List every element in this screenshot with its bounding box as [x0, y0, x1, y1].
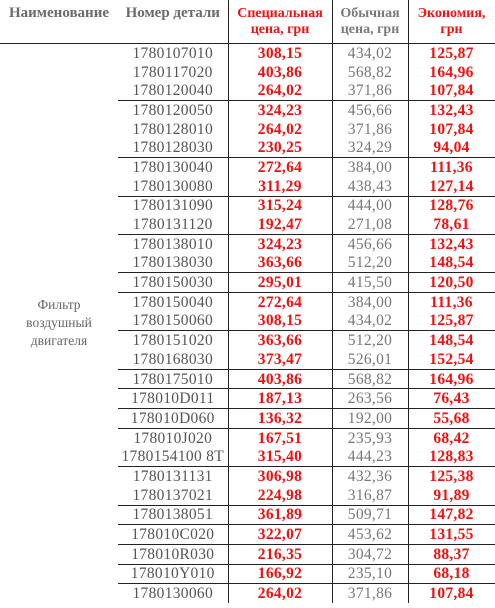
economy-value: 131,55 — [408, 525, 495, 545]
special-price: 192,47 — [228, 215, 332, 234]
special-price: 166,92 — [228, 564, 332, 584]
economy-value: 147,82 — [408, 505, 495, 525]
special-price: 324,23 — [228, 101, 332, 120]
part-number: 1780130080 — [132, 177, 213, 195]
header-row — [0, 0, 495, 44]
part-number: 1780151020 — [118, 331, 228, 350]
economy-value: 68,42 — [408, 428, 495, 447]
economy-value: 107,84 — [408, 81, 495, 100]
special-price: 311,29 — [228, 177, 332, 196]
special-price: 136,32 — [228, 409, 332, 429]
header-name: Наименование — [0, 0, 118, 44]
normal-price: 235,10 — [332, 564, 408, 584]
part-number: 1780131090 — [118, 196, 228, 215]
special-price: 272,64 — [228, 158, 332, 177]
normal-price: 324,29 — [332, 138, 408, 157]
special-price: 264,02 — [228, 120, 332, 139]
part-number: 1780131120 — [132, 216, 213, 234]
normal-price: 304,72 — [332, 544, 408, 564]
normal-price: 509,71 — [332, 505, 408, 525]
part-number: 178010D060 — [118, 409, 228, 429]
normal-price: 235,93 — [332, 428, 408, 447]
part-number: 178010J020 — [118, 428, 228, 447]
special-price: 403,86 — [228, 63, 332, 82]
normal-price: 438,43 — [332, 177, 408, 196]
part-number: 1780107010 — [118, 44, 228, 63]
special-price: 315,40 — [228, 447, 332, 466]
part-number: 1780168030 — [132, 350, 213, 368]
special-price: 324,23 — [228, 234, 332, 253]
economy-value: 132,43 — [408, 234, 495, 253]
economy-value: 125,38 — [408, 467, 495, 486]
product-name-cell — [0, 44, 118, 603]
product-name-line: Фильтр — [37, 297, 81, 313]
header-special-price: Специальная цена, грн — [228, 0, 332, 44]
normal-price: 415,50 — [332, 273, 408, 293]
part-number: 1780138051 — [118, 505, 228, 525]
economy-value: 125,87 — [408, 44, 495, 63]
economy-value: 107,84 — [408, 120, 495, 139]
product-name-line: двигателя — [30, 333, 88, 349]
economy-value: 125,87 — [408, 312, 495, 331]
normal-price: 568,82 — [332, 63, 408, 82]
part-number: 1780130040 — [118, 158, 228, 177]
special-price: 315,24 — [228, 196, 332, 215]
special-price: 363,66 — [228, 331, 332, 350]
economy-value: 76,43 — [408, 389, 495, 409]
part-number: 1780150040 — [118, 292, 228, 311]
normal-price: 271,08 — [332, 215, 408, 234]
economy-value: 111,36 — [408, 292, 495, 311]
part-number: 1780138010 — [118, 234, 228, 253]
normal-price: 512,20 — [332, 254, 408, 273]
special-price: 322,07 — [228, 525, 332, 545]
part-number: 1780131131 — [118, 467, 228, 486]
normal-price: 526,01 — [332, 350, 408, 369]
economy-value: 148,54 — [408, 254, 495, 273]
special-price: 403,86 — [228, 369, 332, 389]
economy-value: 88,37 — [408, 544, 495, 564]
normal-price: 371,86 — [332, 81, 408, 100]
part-number: 1780128010 — [132, 120, 213, 138]
economy-value: 127,14 — [408, 177, 495, 196]
special-price: 373,47 — [228, 350, 332, 369]
part-number: 1780120040 — [132, 82, 213, 100]
header-part-number: Номер детали — [118, 0, 228, 44]
economy-value: 164,96 — [408, 369, 495, 389]
part-number: 1780150030 — [118, 273, 228, 293]
special-price: 264,02 — [228, 584, 332, 603]
normal-price: 444,00 — [332, 196, 408, 215]
normal-price: 384,00 — [332, 292, 408, 311]
header-economy: Экономия, грн — [408, 0, 495, 44]
part-number: 1780138030 — [132, 254, 213, 272]
header-normal-price: Обычная цена, грн — [332, 0, 408, 44]
part-number: 1780130060 — [118, 584, 228, 603]
economy-value: 120,50 — [408, 273, 495, 293]
normal-price: 192,00 — [332, 409, 408, 429]
part-number: 1780128030 — [132, 139, 213, 157]
normal-price: 456,66 — [332, 101, 408, 120]
special-price: 187,13 — [228, 389, 332, 409]
product-name-line: воздушный — [26, 315, 92, 331]
special-price: 230,25 — [228, 138, 332, 157]
part-number: 178010Y010 — [118, 564, 228, 584]
part-number: 178010D011 — [118, 389, 228, 409]
normal-price: 263,56 — [332, 389, 408, 409]
special-price: 308,15 — [228, 312, 332, 331]
economy-value: 68,18 — [408, 564, 495, 584]
normal-price: 384,00 — [332, 158, 408, 177]
special-price: 295,01 — [228, 273, 332, 293]
special-price: 361,89 — [228, 505, 332, 525]
table-row — [0, 44, 495, 63]
economy-value: 94,04 — [408, 138, 495, 157]
normal-price: 512,20 — [332, 331, 408, 350]
economy-value: 128,83 — [408, 447, 495, 466]
part-number: 1780175010 — [118, 369, 228, 389]
normal-price: 316,87 — [332, 486, 408, 505]
normal-price: 434,02 — [332, 44, 408, 63]
economy-value: 78,61 — [408, 215, 495, 234]
part-number: 178010R030 — [118, 544, 228, 564]
normal-price: 434,02 — [332, 312, 408, 331]
economy-value: 107,84 — [408, 584, 495, 603]
special-price: 264,02 — [228, 81, 332, 100]
economy-value: 152,54 — [408, 350, 495, 369]
economy-value: 148,54 — [408, 331, 495, 350]
special-price: 363,66 — [228, 254, 332, 273]
economy-value: 128,76 — [408, 196, 495, 215]
part-number: 178010C020 — [118, 525, 228, 545]
special-price: 308,15 — [228, 44, 332, 63]
special-price: 306,98 — [228, 467, 332, 486]
economy-value: 55,68 — [408, 409, 495, 429]
part-number: 1780150060 — [132, 312, 213, 330]
normal-price: 432,36 — [332, 467, 408, 486]
normal-price: 456,66 — [332, 234, 408, 253]
special-price: 272,64 — [228, 292, 332, 311]
normal-price: 371,86 — [332, 584, 408, 603]
normal-price: 371,86 — [332, 120, 408, 139]
normal-price: 453,62 — [332, 525, 408, 545]
special-price: 167,51 — [228, 428, 332, 447]
special-price: 224,98 — [228, 486, 332, 505]
part-number: 1780117020 — [132, 63, 213, 81]
part-number: 1780120050 — [118, 101, 228, 120]
economy-value: 91,89 — [408, 486, 495, 505]
economy-value: 111,36 — [408, 158, 495, 177]
economy-value: 132,43 — [408, 101, 495, 120]
economy-value: 164,96 — [408, 63, 495, 82]
part-number: 1780154100 8T — [121, 448, 224, 466]
normal-price: 568,82 — [332, 369, 408, 389]
part-number: 1780137021 — [132, 486, 213, 504]
normal-price: 444,23 — [332, 447, 408, 466]
special-price: 216,35 — [228, 544, 332, 564]
